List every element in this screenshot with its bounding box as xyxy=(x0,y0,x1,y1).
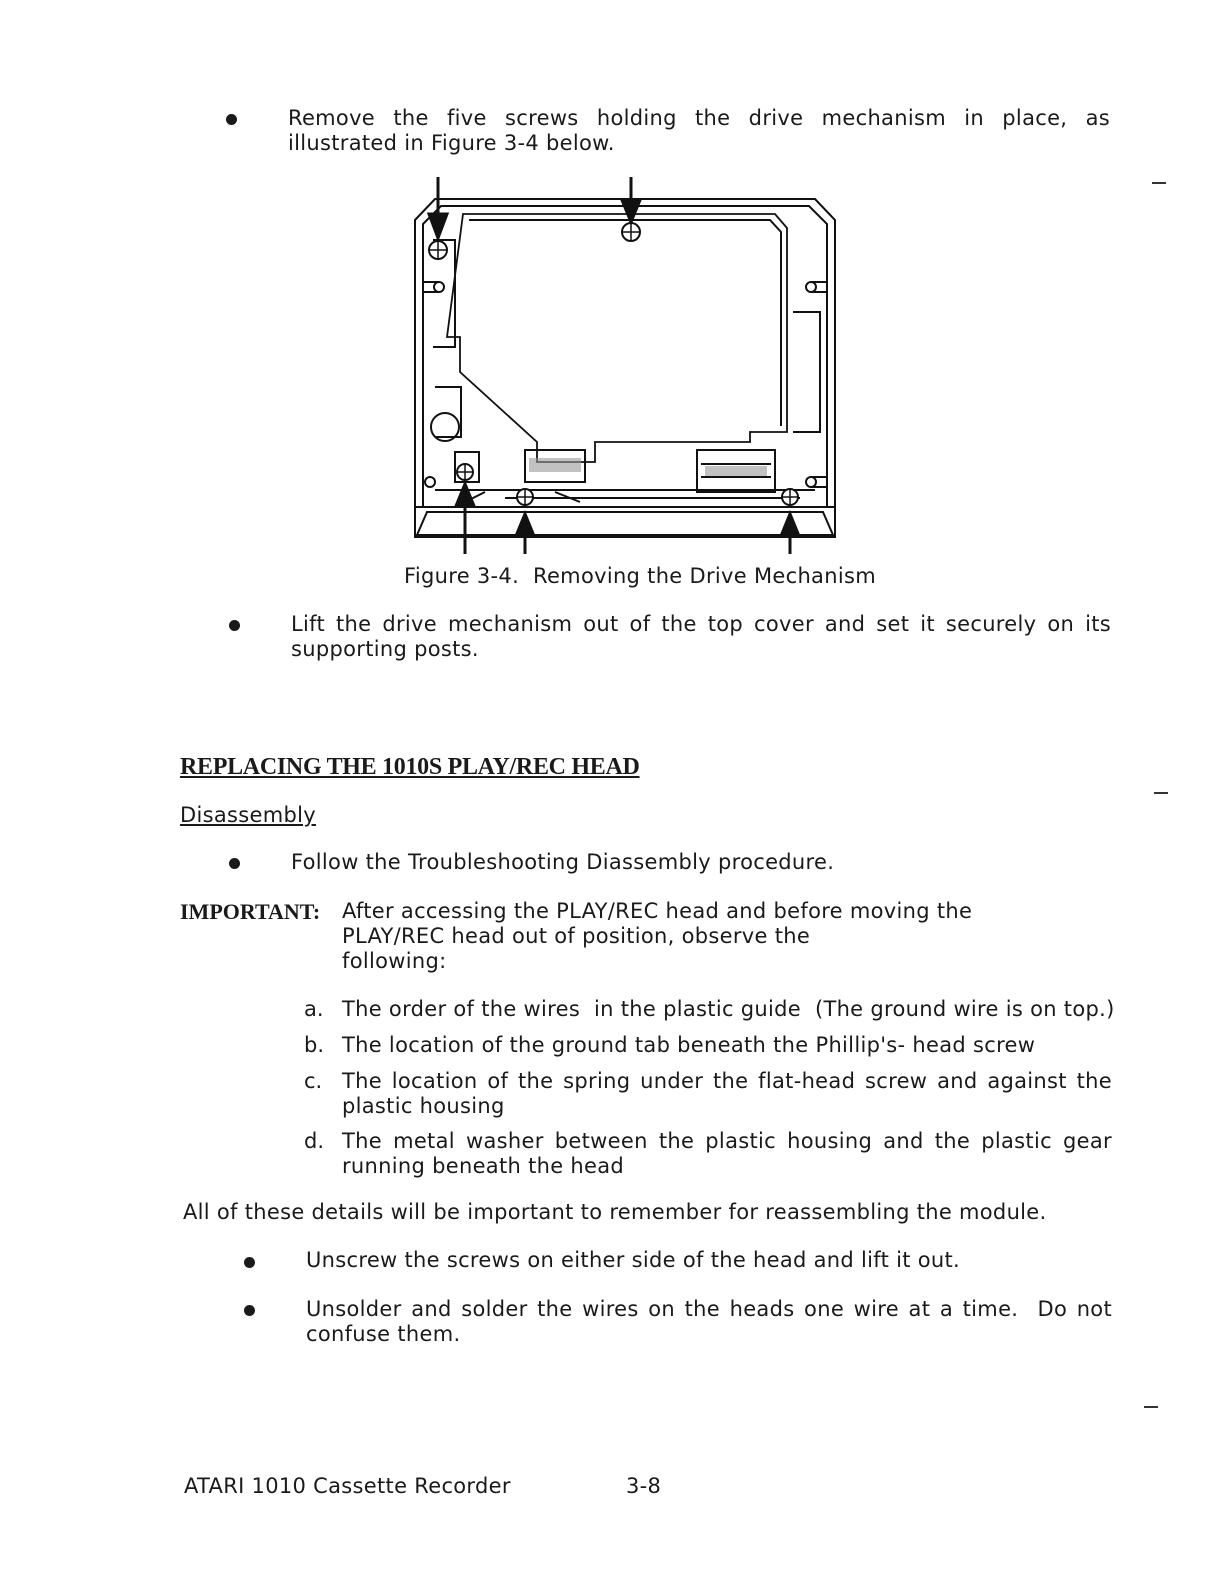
footer-title: ATARI 1010 Cassette Recorder xyxy=(184,1474,511,1498)
figure-caption: Figure 3-4. Removing the Drive Mechanism xyxy=(404,564,876,588)
lift-mechanism-instruction: Lift the drive mechanism out of the top cover and set it securely on its supporting posts. xyxy=(291,612,1111,661)
important-note-line-2: PLAY/REC head out of position, observe the xyxy=(342,924,811,948)
figure-drive-mechanism xyxy=(405,172,845,557)
subsection-heading: Disassembly xyxy=(180,803,316,827)
section-heading: REPLACING THE 1010S PLAY/REC HEAD xyxy=(180,754,640,780)
list-marker: b. xyxy=(304,1033,325,1057)
unsolder-instruction: Unsolder and solder the wires on the heads one wire at a time. Do not confuse them. xyxy=(306,1297,1119,1346)
unscrew-instruction: Unscrew the screws on either side of the head and lift it out. xyxy=(306,1248,961,1272)
margin-mark xyxy=(1154,792,1168,794)
bullet-dot xyxy=(244,1257,255,1268)
important-note-line-1: After accessing the PLAY/REC head and before moving the xyxy=(342,899,973,923)
list-item: The location of the ground tab beneath the Phillip's- head screw xyxy=(342,1033,1036,1057)
important-note-line-3: following: xyxy=(342,949,447,973)
disassembly-instruction: Follow the Troubleshooting Diassembly procedure. xyxy=(291,850,835,874)
remove-screws-instruction: Remove the five screws holding the drive mechanism in place, as illustrated in Figure 3-4 below. xyxy=(288,106,1110,155)
bullet-dot xyxy=(244,1305,255,1316)
bullet-dot xyxy=(229,620,240,631)
margin-mark xyxy=(1144,1406,1158,1408)
list-marker: d. xyxy=(304,1129,325,1153)
bullet-dot xyxy=(226,114,237,125)
list-marker: c. xyxy=(304,1069,323,1093)
list-item: The location of the spring under the flat-head screw and against the plastic housing xyxy=(342,1069,1112,1118)
list-marker: a. xyxy=(304,997,324,1021)
margin-mark xyxy=(1152,182,1166,184)
list-item: The order of the wires in the plastic guide (The ground wire is on top.) xyxy=(342,997,1115,1021)
important-label: IMPORTANT: xyxy=(180,899,321,924)
page-number: 3-8 xyxy=(626,1474,662,1498)
summary-text: All of these details will be important to remember for reassembling the module. xyxy=(183,1200,1047,1224)
bullet-dot xyxy=(229,858,240,869)
list-item: The metal washer between the plastic housing and the plastic gear running beneath the head xyxy=(342,1129,1112,1178)
